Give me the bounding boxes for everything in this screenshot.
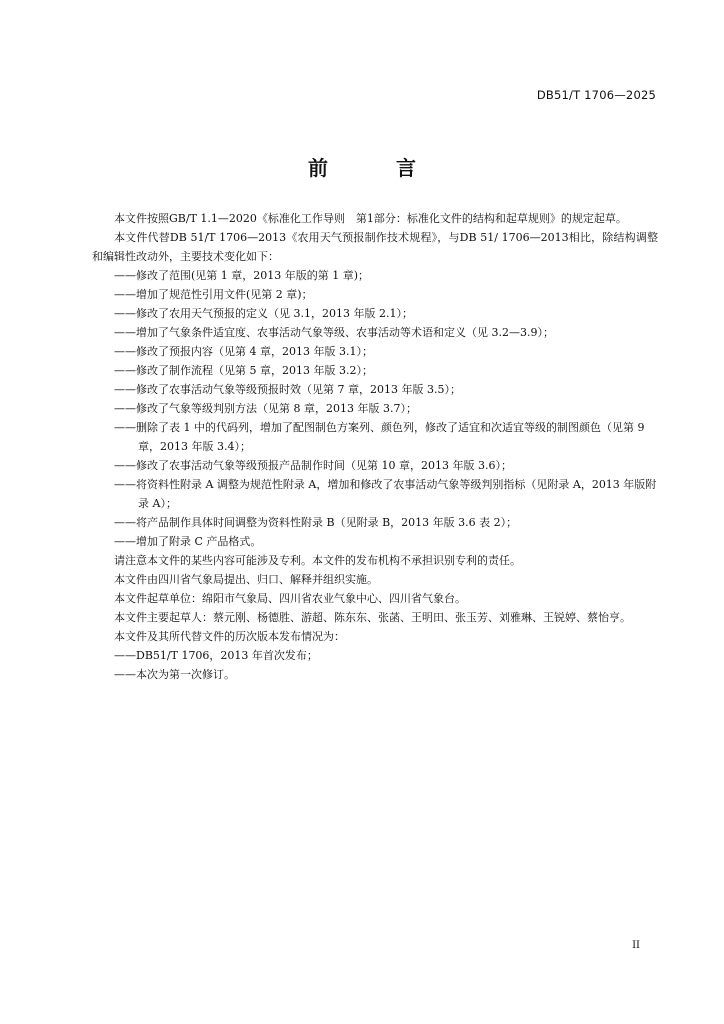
page-title: 前 言 <box>308 156 440 180</box>
paragraph-patent-notice: 请注意本文件的某些内容可能涉及专利。本文件的发布机构不承担识别专利的责任。 <box>114 554 521 567</box>
paragraph-drafting-units: 本文件起草单位：绵阳市气象局、四川省农业气象中心、四川省气象台。 <box>114 592 466 605</box>
list-item: ——修改了预报内容（见第 4 章，2013 年版 3.1）； <box>114 345 373 358</box>
list-item: ——修改了制作流程（见第 5 章，2013 年版 3.2）； <box>114 364 373 377</box>
list-item: ——将资料性附录 A 调整为规范性附录 A，增加和修改了农事活动气象等级判别指标（见附录 A，2013 年版附录 A）； <box>114 478 657 510</box>
list-item: ——本次为第一次修订。 <box>114 668 235 681</box>
list-item: ——修改了农用天气预报的定义（见 3.1，2013 年版 2.1）； <box>114 307 413 320</box>
paragraph-history-intro: 本文件及其所代替文件的历次版本发布情况为： <box>114 630 345 643</box>
changes-list <box>92 266 658 551</box>
list-item: ——将产品制作具体时间调整为资料性附录 B（见附录 B，2013 年版 3.6 表 2）； <box>114 516 518 529</box>
list-item: ——修改了范围(见第 1 章，2013 年版的第 1 章)； <box>114 269 370 282</box>
list-item: ——增加了气象条件适宜度、农事活动气象等级、农事活动等术语和定义（见 3.2—3.9）； <box>114 326 554 339</box>
paragraph-drafters: 本文件主要起草人：蔡元刚、杨德胜、游超、陈东东、张菡、王明田、张玉芳、刘雅琳、王锐婷、蔡怡亨。 <box>114 611 631 624</box>
list-item: ——增加了附录 C 产品格式。 <box>114 535 262 548</box>
list-item: ——修改了气象等级判别方法（见第 8 章，2013 年版 3.7）； <box>114 402 417 415</box>
page-number: II <box>632 940 640 951</box>
paragraph-drafting-rules: 本文件按照GB/T 1.1—2020《标准化工作导则 第1部分：标准化文件的结构和起草规则》的规定起草。 <box>114 212 627 225</box>
list-item: ——删除了表 1 中的代码列，增加了配图制色方案列、颜色列，修改了适宜和次适宜等级的制图颜色（见第 9 章，2013 年版 3.4）； <box>114 421 645 453</box>
foreword-body <box>92 209 658 684</box>
list-item: ——修改了农事活动气象等级预报时效（见第 7 章，2013 年版 3.5）； <box>114 383 461 396</box>
list-item: ——修改了农事活动气象等级预报产品制作时间（见第 10 章，2013 年版 3.6）； <box>114 459 512 472</box>
paragraph-proposer: 本文件由四川省气象局提出、归口、解释并组织实施。 <box>114 573 378 586</box>
list-item: ——DB51/T 1706，2013 年首次发布； <box>114 649 318 662</box>
history-list <box>92 646 658 684</box>
list-item: ——增加了规范性引用文件(见第 2 章)； <box>114 288 313 301</box>
document-code: DB51/T 1706—2025 <box>536 88 656 102</box>
paragraph-replacement: 本文件代替DB 51/T 1706—2013《农用天气预报制作技术规程》，与DB 51/ 1706—2013相比，除结构调整和编辑性改动外，主要技术变化如下： <box>92 231 658 263</box>
